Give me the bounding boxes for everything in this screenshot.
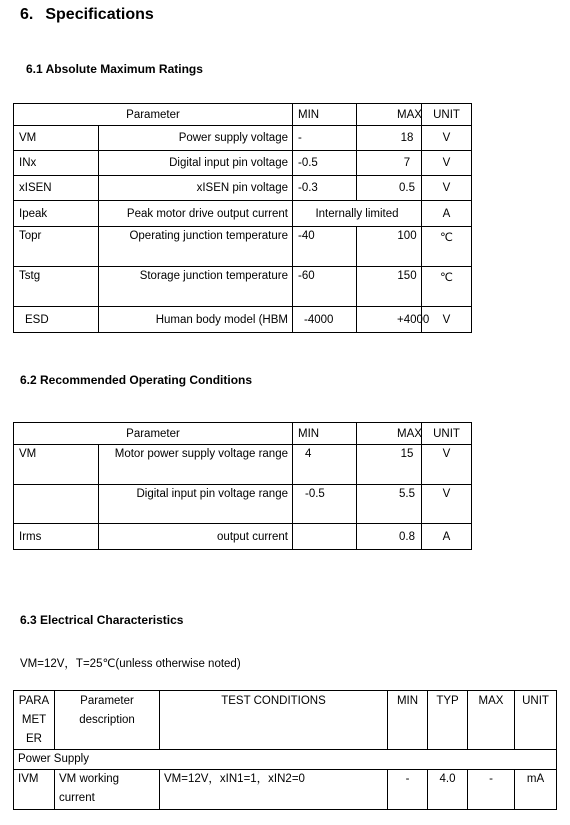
absolute-max-ratings-table [13, 103, 472, 333]
table-row [14, 445, 472, 485]
symbol-cell: Topr [14, 227, 99, 267]
header-test-conditions: TEST CONDITIONS [160, 691, 388, 750]
symbol-cell [14, 485, 99, 524]
min-cell: -0.5 [293, 151, 357, 176]
header-unit: UNIT [515, 691, 557, 750]
max-cell: 15 [357, 445, 422, 485]
max-cell: 7 [357, 151, 422, 176]
max-cell: 150 [357, 267, 422, 307]
description-line: VM working [59, 773, 120, 785]
group-row [14, 750, 557, 770]
symbol-cell: Tstg [14, 267, 99, 307]
table-row [14, 307, 472, 333]
header-typ: TYP [428, 691, 468, 750]
symbol-cell: Irms [14, 524, 99, 550]
heading-absolute-max-ratings: 6.1 Absolute Maximum Ratings [26, 62, 203, 76]
table-row [14, 524, 472, 550]
header-parameter: Parameter [14, 104, 293, 126]
parameter-cell: Digital input pin voltage [99, 151, 293, 176]
parameter-cell: Power supply voltage [99, 126, 293, 151]
header-parameter: Parameter [14, 423, 293, 445]
header-parameter-description [55, 691, 160, 750]
table-row [14, 267, 472, 307]
table-row [14, 770, 557, 810]
min-cell: -4000 [293, 307, 357, 333]
table-row [14, 201, 472, 227]
max-cell: - [468, 770, 515, 810]
min-cell [293, 524, 357, 550]
header-min: MIN [388, 691, 428, 750]
table-row [14, 126, 472, 151]
min-cell: - [388, 770, 428, 810]
symbol-cell: VM [14, 445, 99, 485]
parameter-cell: Human body model (HBM [99, 307, 293, 333]
header-desc-line: Parameter [80, 695, 134, 707]
header-min: MIN [293, 423, 357, 445]
header-desc-line: description [79, 714, 135, 726]
group-label-power-supply: Power Supply [14, 750, 557, 770]
min-cell: -0.3 [293, 176, 357, 201]
header-unit: UNIT [422, 104, 472, 126]
unit-cell: A [422, 524, 472, 550]
max-cell: 0.5 [357, 176, 422, 201]
symbol-cell: xISEN [14, 176, 99, 201]
header-para-line: MET [21, 714, 47, 726]
header-max: MAX [357, 423, 422, 445]
unit-cell: ℃ [422, 227, 472, 267]
unit-cell: ℃ [422, 267, 472, 307]
max-cell: 0.8 [357, 524, 422, 550]
parameter-cell: xISEN pin voltage [99, 176, 293, 201]
max-cell: 100 [357, 227, 422, 267]
unit-cell: V [422, 307, 472, 333]
description-line: current [59, 792, 95, 804]
header-para [14, 691, 55, 750]
parameter-cell: output current [99, 524, 293, 550]
header-max: MAX [357, 104, 422, 126]
description-cell [55, 770, 160, 810]
table-header-row [14, 423, 472, 445]
unit-cell: mA [515, 770, 557, 810]
symbol-cell: INx [14, 151, 99, 176]
min-cell: - [293, 126, 357, 151]
header-max: MAX [468, 691, 515, 750]
symbol-cell: IVM [14, 770, 55, 810]
minmax-cell: Internally limited [293, 201, 422, 227]
section-title-text: Specifications [45, 6, 154, 23]
symbol-cell: ESD [14, 307, 99, 333]
symbol-cell: VM [14, 126, 99, 151]
table-row [14, 227, 472, 267]
symbol-cell: Ipeak [14, 201, 99, 227]
max-cell: 18 [357, 126, 422, 151]
section-number: 6. [20, 6, 34, 23]
recommended-operating-table [13, 422, 472, 550]
unit-cell: A [422, 201, 472, 227]
table-row [14, 151, 472, 176]
min-cell: -40 [293, 227, 357, 267]
table-header-row [14, 691, 557, 750]
table-row [14, 176, 472, 201]
min-cell: -0.5 [293, 485, 357, 524]
unit-cell: V [422, 126, 472, 151]
page-title [20, 6, 154, 24]
header-para-line: ER [26, 733, 42, 745]
max-cell: 5.5 [357, 485, 422, 524]
test-condition-cell: VM=12V，xIN1=1，xIN2=0 [160, 770, 388, 810]
max-cell: +4000 [357, 307, 422, 333]
header-para-line: PARA [18, 695, 50, 707]
parameter-cell: Motor power supply voltage range [99, 445, 293, 485]
min-cell: 4 [293, 445, 357, 485]
unit-cell: V [422, 151, 472, 176]
parameter-cell: Digital input pin voltage range [99, 485, 293, 524]
heading-recommended-operating: 6.2 Recommended Operating Conditions [20, 373, 253, 387]
typ-cell: 4.0 [428, 770, 468, 810]
parameter-cell: Peak motor drive output current [99, 201, 293, 227]
heading-electrical-characteristics: 6.3 Electrical Characteristics [20, 613, 184, 627]
unit-cell: V [422, 176, 472, 201]
table-header-row [14, 104, 472, 126]
electrical-characteristics-table [13, 690, 557, 810]
test-conditions-note: VM=12V，T=25℃(unless otherwise noted) [20, 658, 241, 670]
parameter-cell: Storage junction temperature [99, 267, 293, 307]
parameter-cell: Operating junction temperature [99, 227, 293, 267]
table-row [14, 485, 472, 524]
header-min: MIN [293, 104, 357, 126]
unit-cell: V [422, 445, 472, 485]
header-unit: UNIT [422, 423, 472, 445]
min-cell: -60 [293, 267, 357, 307]
unit-cell: V [422, 485, 472, 524]
